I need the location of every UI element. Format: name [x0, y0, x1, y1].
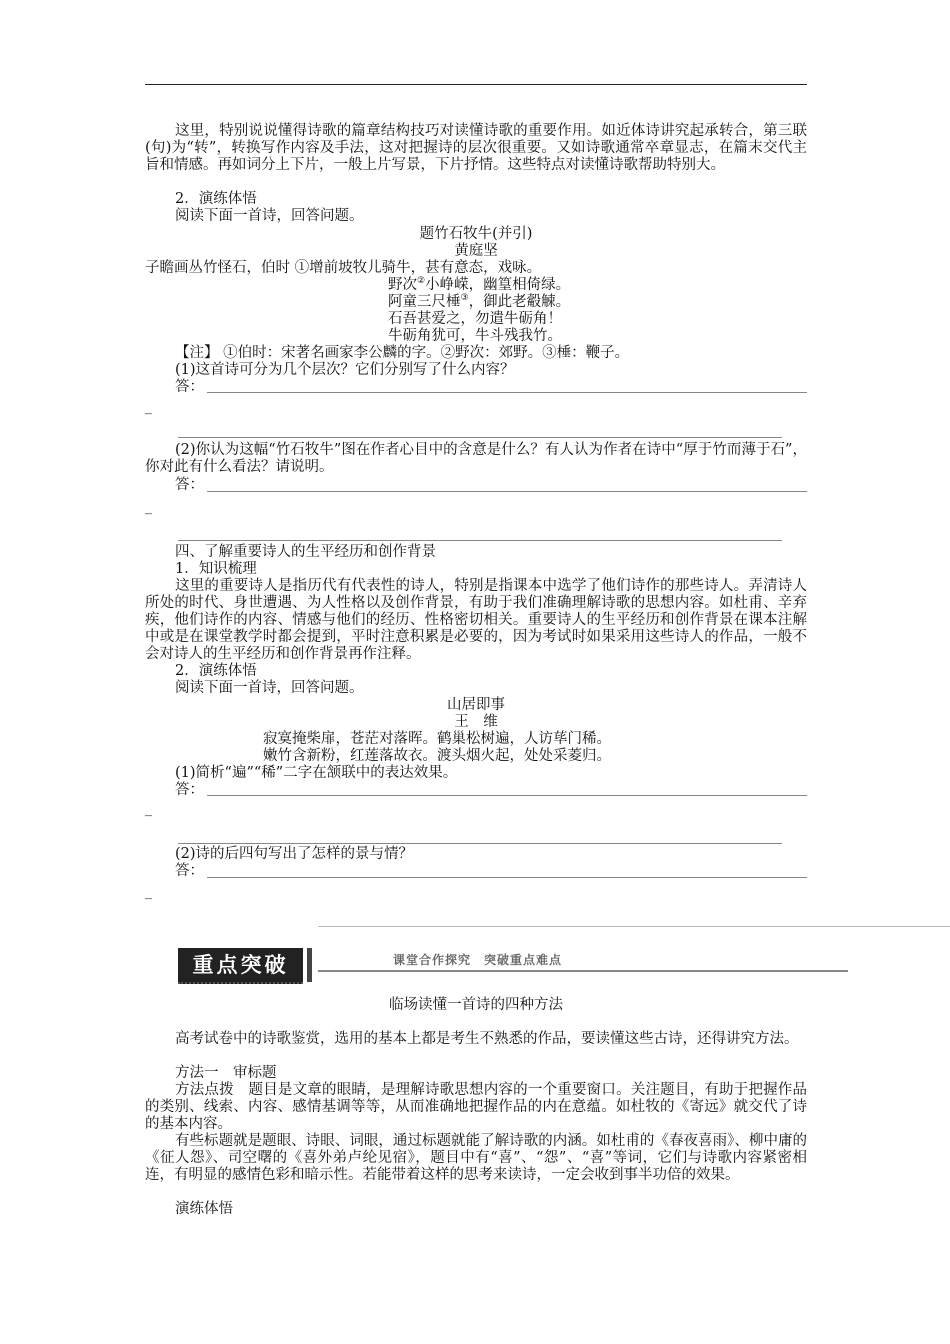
answer-line[interactable]	[207, 491, 807, 492]
answer-label: 答：	[175, 782, 204, 798]
section-heading: 四、了解重要诗人的生平经历和创作背景	[175, 544, 436, 560]
answer-line[interactable]	[178, 843, 782, 844]
answer-line[interactable]	[207, 795, 807, 796]
poem-line: 阿童三尺棰③，御此老觳觫。	[388, 293, 571, 310]
answer-line[interactable]	[178, 437, 782, 438]
answer-label: 答：	[175, 477, 204, 493]
poem-preface: 子瞻画丛竹怪石，伯时 ①增前坡牧儿骑牛，甚有意态，戏咏。	[145, 260, 542, 276]
answer-label: 答：	[175, 379, 204, 395]
poem-title: 山居即事	[447, 697, 505, 713]
answer-line[interactable]	[178, 540, 782, 541]
method-heading: 方法一 审标题	[175, 1065, 277, 1081]
section-banner	[178, 948, 848, 984]
answer-dash: _	[145, 801, 152, 817]
poem-note: 【注】 ①伯时：宋著名画家李公麟的字。②野次：郊野。③棰：鞭子。	[175, 345, 630, 361]
answer-dash: _	[145, 399, 152, 415]
poem-line: 牛砺角犹可，牛斗残我竹。	[388, 328, 562, 344]
banner-title: 重点突破	[178, 948, 303, 984]
answer-line[interactable]	[207, 392, 807, 393]
poem-author: 黄庭坚	[454, 243, 498, 259]
method-paragraph: 有些标题就是题眼、诗眼、词眼，通过标题就能了解诗歌的内涵。如杜甫的《春夜喜雨》、柳中庸的《征人怨》、司空曙的《喜外弟卢纶见宿》，题目中有“喜”、“怨”、“喜”等词，它们与诗歌内容紧密相连，有明显的感情色彩和暗示性。若能带着这样的思考来读诗，一定会收到事半功倍的效果。	[145, 1133, 807, 1183]
question-1: (1)简析“遍”“稀”二字在颔联中的表达效果。	[175, 765, 458, 781]
paragraph-poets: 这里的重要诗人是指历代有代表性的诗人，特别是指课本中选学了他们诗作的那些诗人。弄清诗人所处的时代、身世遭遇、为人性格以及创作背景，有助于我们准确理解诗歌的思想内容。如杜甫、辛弃疾，他们诗作的内容、情感与他们的经历、性格密切相关。重要诗人的生平经历和创作背景在课本注解中或是在课堂教学时都会提到，平时注意积累是必要的，因为考试时如果采用这些诗人的作品，一般不会对诗人的生平经历和创作背景再作注释。	[145, 578, 807, 662]
reading-instruction: 阅读下面一首诗，回答问题。	[175, 208, 364, 224]
paragraph-structure: 这里，特别说说懂得诗歌的篇章结构技巧对读懂诗歌的重要作用。如近体诗讲究起承转合，第三联(句)为“转”，转换写作内容及手法，这对把握诗的层次很重要。又如诗歌通常卒章显志，在篇末交代主旨和情感。再如词分上下片，一般上片写景，下片抒情。这些特点对读懂诗歌帮助特别大。	[145, 123, 807, 173]
practice-heading: 2．演练体悟	[175, 191, 257, 207]
poem-title: 题竹石牧牛(并引)	[419, 226, 533, 242]
banner-rule	[318, 970, 848, 972]
question-1: (1)这首诗可分为几个层次？它们分别写了什么内容？	[175, 362, 515, 378]
answer-dash: _	[145, 884, 152, 900]
banner-subtitle: 课堂合作探究 突破重点难点	[393, 953, 563, 967]
poem-line: 寂寞掩柴扉，苍茫对落晖。鹤巢松树遍，人访荜门稀。	[263, 731, 611, 747]
poem-line: 野次②小峥嵘，幽篁相倚绿。	[388, 276, 571, 293]
answer-line[interactable]	[207, 877, 807, 878]
question-2: (2)诗的后四句写出了怎样的景与情？	[175, 846, 414, 862]
header-rule	[145, 84, 807, 85]
banner-top-rule	[318, 926, 950, 927]
method-tip: 方法点拨 题目是文章的眼睛，是理解诗歌思想内容的一个重要窗口。关注题目，有助于把握作品的类别、线索、内容、感情基调等等，从而准确地把握作品的内在意蕴。如杜牧的《寄远》就交代了诗的基本内容。	[145, 1082, 807, 1132]
answer-dash: _	[145, 499, 152, 515]
answer-label: 答：	[175, 863, 204, 879]
focus-title: 临场读懂一首诗的四种方法	[389, 997, 563, 1013]
practice-heading: 2．演练体悟	[175, 663, 257, 679]
reading-instruction: 阅读下面一首诗，回答问题。	[175, 680, 364, 696]
poem-author: 王 维	[454, 714, 498, 730]
poem-line: 嫩竹含新粉，红莲落故衣。渡头烟火起，处处采菱归。	[263, 748, 611, 764]
poem-line: 石吾甚爱之，勿遣牛砺角！	[388, 311, 562, 327]
knowledge-heading: 1．知识梳理	[175, 561, 257, 577]
banner-divider	[307, 948, 312, 982]
focus-intro: 高考试卷中的诗歌鉴赏，选用的基本上都是考生不熟悉的作品，要读懂这些古诗，还得讲究方法。	[175, 1031, 799, 1047]
practice-heading: 演练体悟	[175, 1201, 233, 1217]
question-2: (2)你认为这幅“竹石牧牛”图在作者心目中的含意是什么？有人认为作者在诗中“厚于竹而薄于石”，你对此有什么看法？请说明。	[145, 442, 807, 475]
